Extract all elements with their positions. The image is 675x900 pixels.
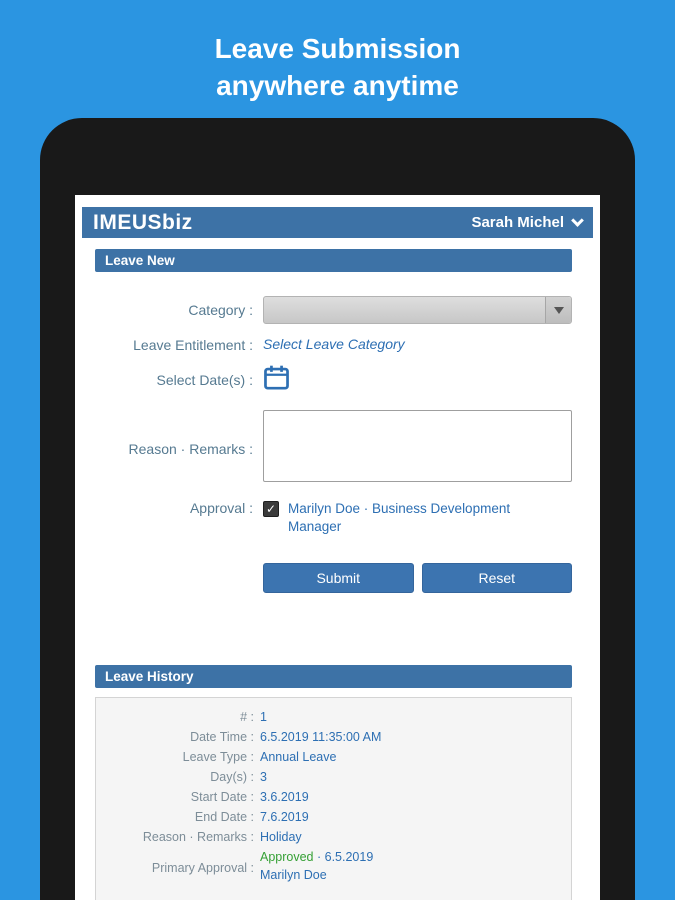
history-label: Reason · Remarks : — [142, 830, 254, 844]
history-label: Primary Approval : — [151, 860, 254, 875]
approver-name: Marilyn Doe — [260, 868, 327, 882]
reset-button[interactable]: Reset — [422, 563, 573, 593]
tablet-frame — [40, 118, 635, 900]
user-menu[interactable] — [471, 214, 582, 231]
history-row-days — [106, 770, 561, 785]
chevron-down-icon — [571, 214, 584, 227]
approval-checkbox[interactable]: ✓ — [263, 501, 279, 517]
category-label: Category : — [188, 302, 253, 318]
reason-textarea[interactable] — [263, 410, 572, 482]
history-value: Holiday — [260, 830, 302, 844]
promo-title-line2: anywhere anytime — [216, 70, 459, 101]
history-value: 7.6.2019 — [260, 810, 309, 824]
history-row-leave-type — [106, 750, 561, 765]
history-row-number — [106, 710, 561, 725]
user-name: Sarah Michel — [471, 214, 564, 231]
app-header — [82, 207, 593, 238]
leave-new-form — [95, 296, 572, 629]
history-row-datetime — [106, 730, 561, 745]
category-select[interactable] — [263, 296, 572, 324]
history-row-start-date — [106, 790, 561, 805]
history-value: 3.6.2019 — [260, 790, 309, 804]
submit-button[interactable]: Submit — [263, 563, 414, 593]
history-row-primary-approval — [106, 850, 561, 886]
history-value: 6.5.2019 11:35:00 AM — [260, 730, 382, 744]
history-row-end-date — [106, 810, 561, 825]
approval-label: Approval : — [189, 500, 253, 516]
history-label: Leave Type : — [182, 750, 254, 764]
app-logo: IMEUSbiz — [93, 210, 193, 234]
history-label: Start Date : — [190, 790, 254, 804]
category-row — [95, 296, 572, 324]
reason-label: Reason · Remarks : — [128, 440, 253, 457]
history-label: Day(s) : — [210, 770, 254, 784]
approval-status: Approved — [260, 850, 314, 864]
select-date-label: Select Date(s) : — [156, 372, 253, 388]
history-label: # : — [240, 710, 254, 724]
promo-title — [0, 30, 675, 104]
calendar-icon[interactable] — [263, 364, 290, 391]
promo-title-line1: Leave Submission — [214, 33, 461, 64]
leave-new-header: Leave New — [95, 249, 572, 272]
history-row-reason — [106, 830, 561, 845]
history-value: Annual Leave — [260, 750, 337, 764]
history-value: 1 — [260, 710, 267, 724]
approval-row — [95, 500, 572, 536]
leave-history-header: Leave History — [95, 665, 572, 688]
entitlement-row — [95, 336, 572, 354]
history-value: 3 — [260, 770, 267, 784]
select-date-row — [95, 364, 572, 396]
reason-row — [95, 410, 572, 487]
history-label: Date Time : — [190, 730, 254, 744]
dropdown-arrow-button[interactable] — [545, 297, 571, 323]
approval-date: · 6.5.2019 — [317, 850, 374, 864]
entitlement-value: Select Leave Category — [263, 336, 405, 352]
caret-down-icon — [554, 307, 564, 314]
history-label: End Date : — [194, 810, 254, 824]
entitlement-label: Leave Entitlement : — [133, 337, 253, 353]
app-screen — [75, 195, 600, 900]
form-buttons-row — [95, 563, 572, 593]
approver-text: Marilyn Doe · Business Development Manager — [288, 501, 511, 534]
history-card — [95, 697, 572, 900]
